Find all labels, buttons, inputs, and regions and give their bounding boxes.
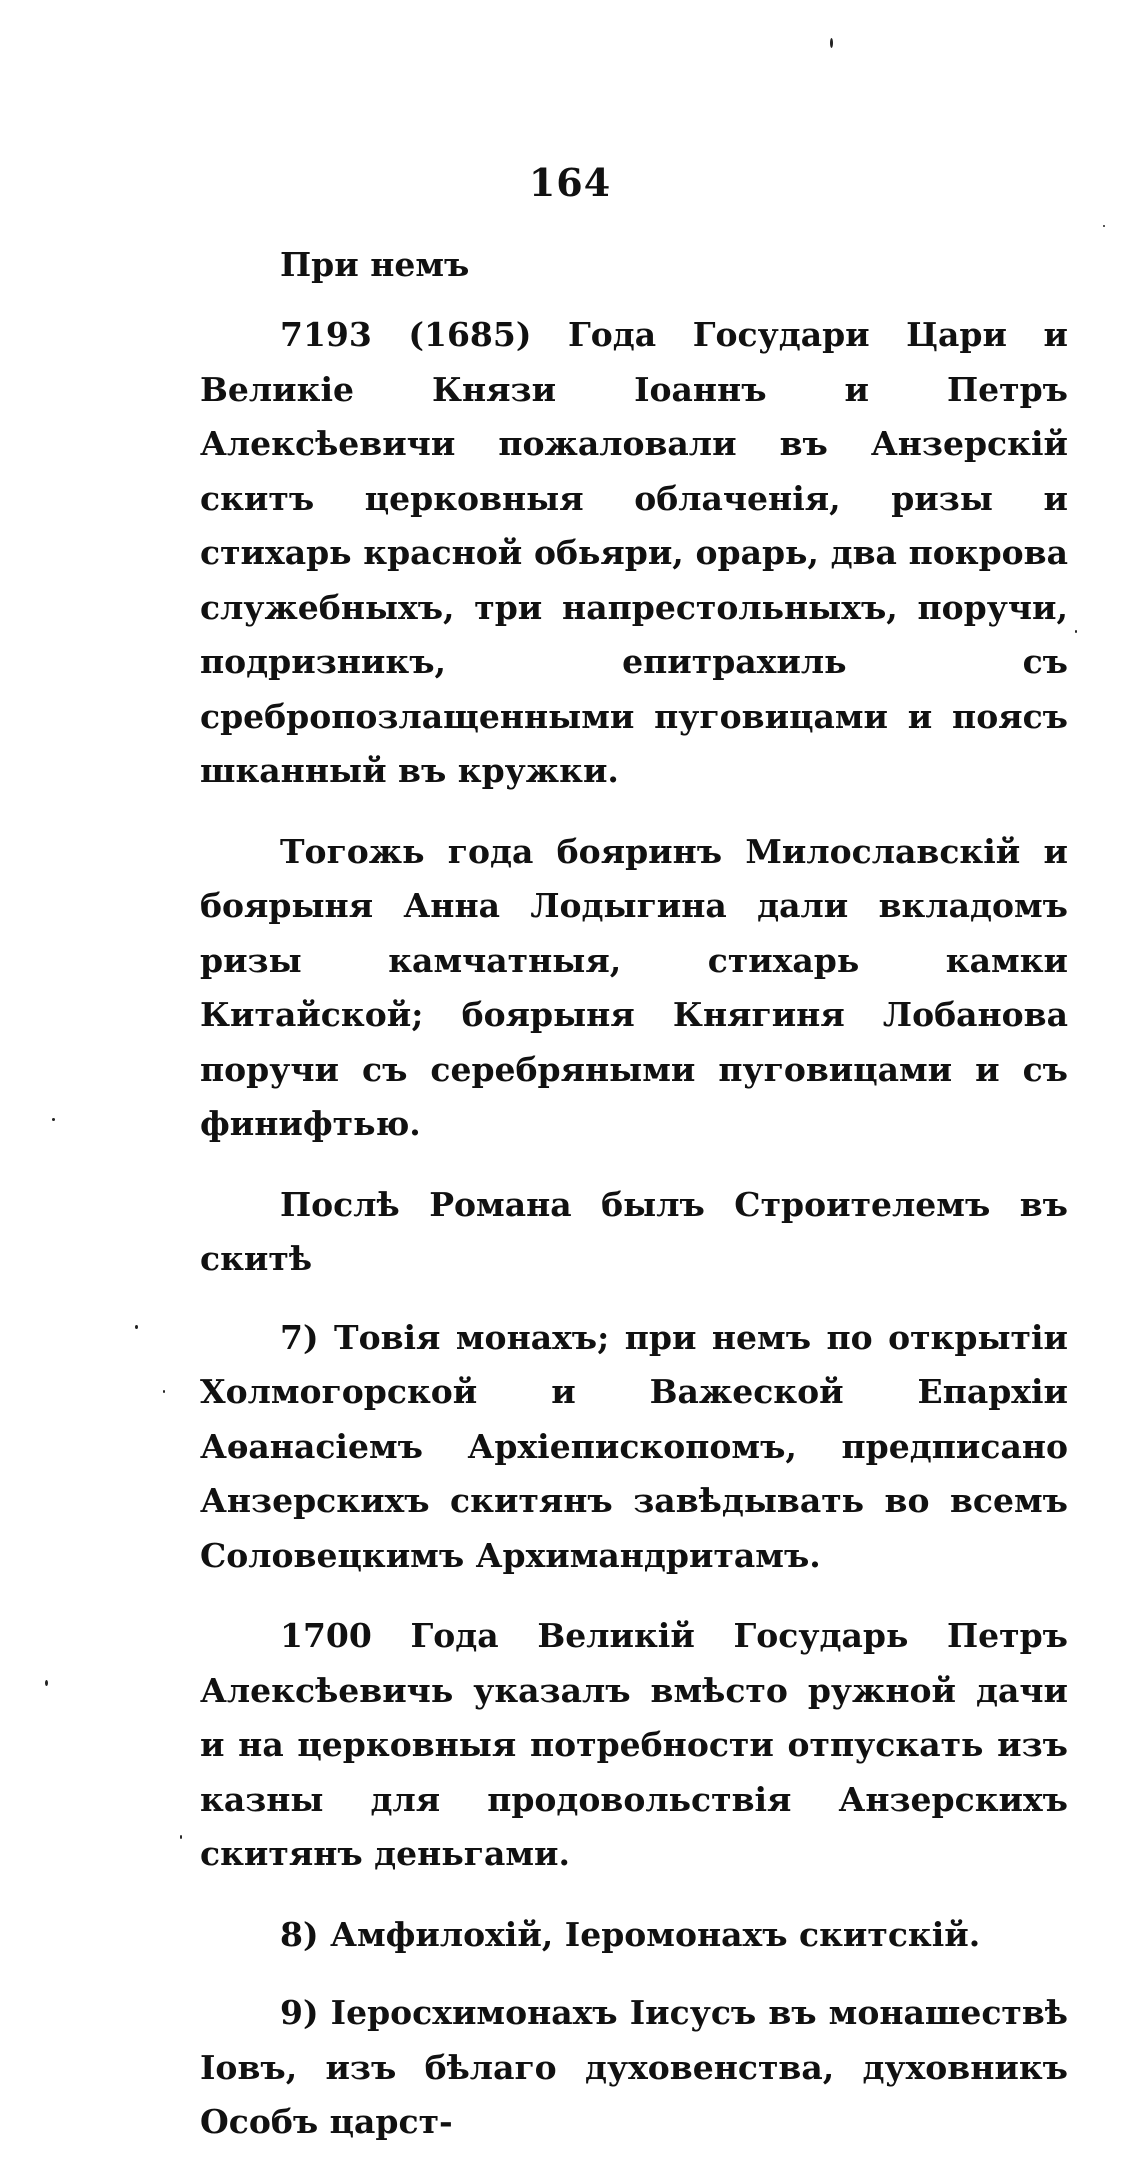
scan-speck bbox=[1103, 225, 1105, 227]
scan-speck bbox=[180, 1835, 182, 1839]
scan-speck bbox=[135, 1325, 138, 1329]
page-text bbox=[200, 236, 1068, 2176]
paragraph: Тогожь года бояринъ Милославскій и боярыня Анна Лодыгина дали вкладомъ ризы камчатныя, стихарь камки Китайской; боярыня Княгиня Лобанова поручи съ серебряными пуговицами и съ финифтью. bbox=[200, 831, 1068, 1143]
paragraph: 7193 (1685) Года Государи Цари и Великіе Князи Іоаннъ и Петръ Алексѣевичи пожаловали въ Анзерскій скитъ церковныя облаченія, ризы и стихарь красной обьяри, орарь, два покрова служебныхъ, три напрестольныхъ, поручи, подризникъ, епитрахиль съ сребропозлащенными пуговицами и поясъ шканный въ кружки. bbox=[200, 315, 1068, 790]
scan-speck bbox=[830, 38, 833, 48]
paragraph: 9) Іеросхимонахъ Іисусъ въ монашествѣ Іовъ, изъ бѣлаго духовенства, духовникъ Особъ царст- bbox=[200, 1993, 1068, 2141]
scan-speck bbox=[52, 1118, 55, 1121]
scan-speck bbox=[1075, 630, 1077, 633]
paragraph: 7) Товія монахъ; при немъ по открытіи Холмогорской и Важеской Епархіи Аѳанасіемъ Архіепископомъ, предписано Анзерскихъ скитянъ завѣдывать во всемъ Соловецкимъ Архимандритамъ. bbox=[200, 1317, 1068, 1575]
paragraph: Послѣ Романа былъ Строителемъ въ скитѣ bbox=[200, 1184, 1068, 1278]
scan-speck bbox=[45, 1680, 48, 1686]
paragraph: 8) Амфилохій, Іеромонахъ скитскій. bbox=[280, 1914, 981, 1954]
paragraph: 1700 Года Великій Государь Петръ Алексѣевичь указалъ вмѣсто ружной дачи и на церковныя потребности отпускать изъ казны для продовольствія Анзерскихъ скитянъ деньгами. bbox=[200, 1616, 1068, 1873]
page-number: 164 bbox=[528, 160, 612, 205]
section-heading: При немъ bbox=[280, 245, 470, 284]
scan-speck bbox=[163, 1390, 165, 1393]
